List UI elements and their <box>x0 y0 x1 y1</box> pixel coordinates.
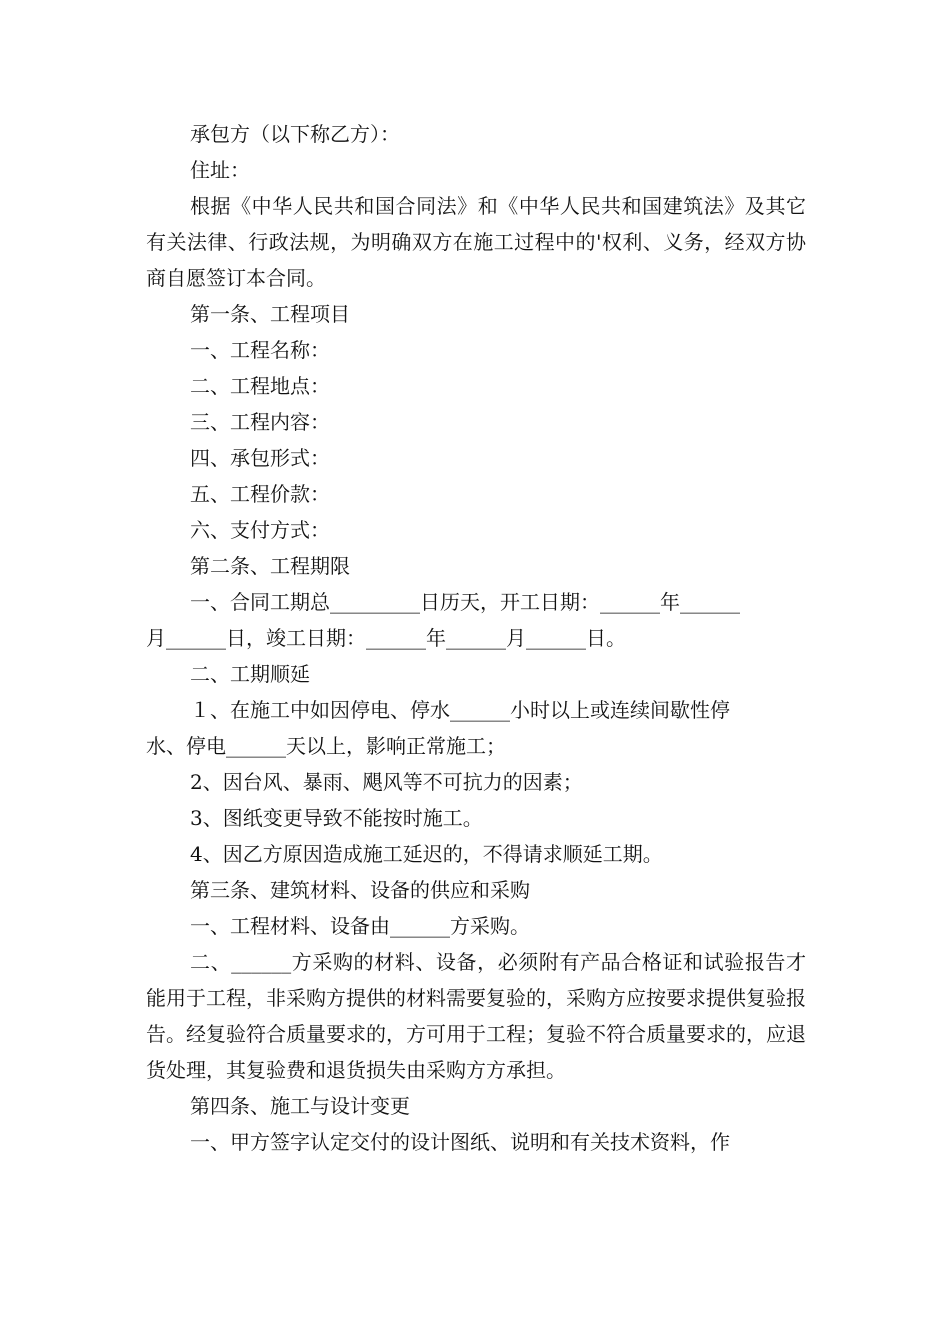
extension-item-4: 4、因乙方原因造成施工延迟的，不得请求顺延工期。 <box>190 842 663 866</box>
extension-item-1-line-2: 水、停电______天以上，影响正常施工； <box>146 734 506 758</box>
project-location-label: 二、工程地点： <box>190 374 330 398</box>
article-3-heading: 第三条、建筑材料、设备的供应和采购 <box>190 878 530 902</box>
extension-item-2: 2、因台风、暴雨、飓风等不可抗力的因素； <box>190 770 583 794</box>
payment-method-label: 六、支付方式： <box>190 518 330 542</box>
materials-item-1: 一、工程材料、设备由______方采购。 <box>190 914 530 938</box>
article-2-heading: 第二条、工程期限 <box>190 554 350 578</box>
article-1-heading: 第一条、工程项目 <box>190 302 350 326</box>
preamble-paragraph: 根据《中华人民共和国合同法》和《中华人民共和国建筑法》及其它有关法律、行政法规，为明确双方在施工过程中的'权利、义务，经双方协商自愿签订本合同。 <box>146 194 806 290</box>
contractor-label: 承包方（以下称乙方）： <box>190 122 400 146</box>
design-item-1: 一、甲方签字认定交付的设计图纸、说明和有关技术资料，作 <box>190 1130 730 1154</box>
extension-heading: 二、工期顺延 <box>190 662 310 686</box>
article-4-heading: 第四条、施工与设计变更 <box>190 1094 410 1118</box>
extension-item-1-line-1: １、在施工中如因停电、停水______小时以上或连续间歇性停 <box>190 698 730 722</box>
contract-form-label: 四、承包形式： <box>190 446 330 470</box>
project-price-label: 五、工程价款： <box>190 482 330 506</box>
extension-item-3: 3、图纸变更导致不能按时施工。 <box>190 806 483 830</box>
schedule-line-2: 月______日，竣工日期：______年______月______日。 <box>146 626 626 650</box>
schedule-line-1: 一、合同工期总_________日历天，开工日期：______年______ <box>190 590 740 614</box>
project-name-label: 一、工程名称： <box>190 338 330 362</box>
contract-page <box>146 116 806 1160</box>
address-label: 住址： <box>190 158 250 182</box>
project-content-label: 三、工程内容： <box>190 410 330 434</box>
materials-item-2-paragraph: 二、______方采购的材料、设备，必须附有产品合格证和试验报告才能用于工程，非采购方提供的材料需要复验的，采购方应按要求提供复验报告。经复验符合质量要求的，方可用于工程；复验不符合质量要求的，应退货处理，其复验费和退货损失由采购方方承担。 <box>146 950 806 1082</box>
